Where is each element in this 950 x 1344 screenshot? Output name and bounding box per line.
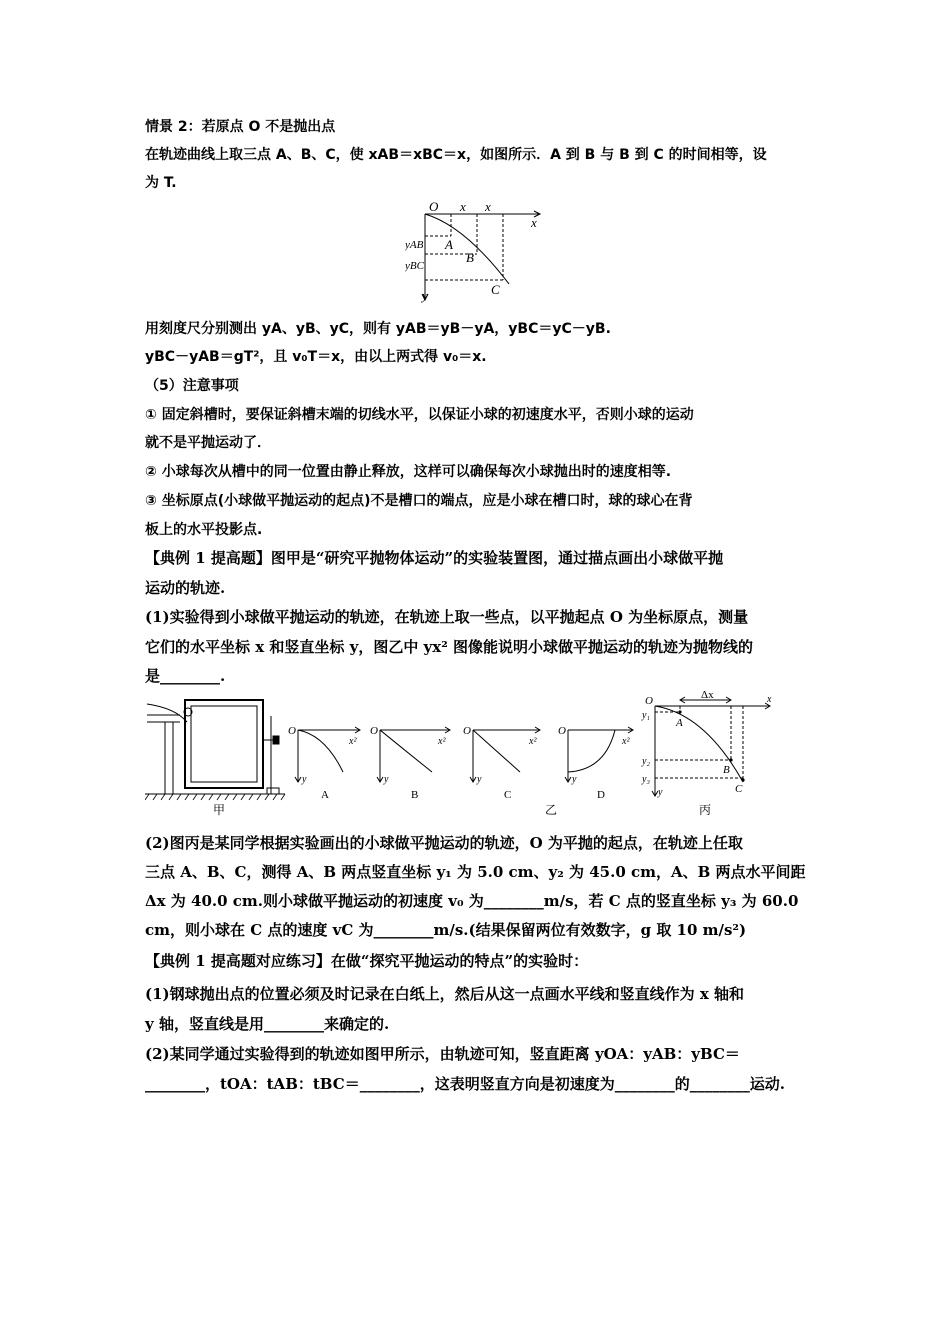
bing-y3-label: y₃ bbox=[642, 774, 650, 785]
label-bing: 丙 bbox=[699, 803, 712, 817]
graph-b-label: B bbox=[411, 789, 419, 801]
text-line: yBC－yAB＝gT²，且 v₀T＝x，由以上两式得 v₀＝x. bbox=[145, 349, 487, 365]
bing-origin: O bbox=[645, 695, 653, 707]
question-2-cont: 三点 A、B、C，测得 A、B 两点竖直坐标 y₁ 为 5.0 cm、y₂ 为 45.0 cm，A、B 两点水平间距 bbox=[145, 863, 806, 881]
graph-b-x-label: x² bbox=[438, 736, 446, 747]
fig1-y-axis-label: y bbox=[422, 288, 428, 303]
graph-d-x-label: x² bbox=[622, 736, 630, 747]
bing-x-axis-label: x bbox=[767, 694, 772, 705]
practice-question-1-cont: y 轴，竖直线是用________来确定的. bbox=[145, 1015, 390, 1033]
fig1-x-label: x bbox=[460, 199, 466, 214]
practice-question-1: (1)钢球抛出点的位置必须及时记录在白纸上，然后从这一点画水平线和竖直线作为 x 轴和 bbox=[145, 985, 745, 1003]
apparatus-drawing bbox=[145, 700, 285, 800]
note-2: ② 小球每次从槽中的同一位置由静止释放，这样可以确保每次小球抛出时的速度相等. bbox=[145, 464, 672, 480]
text-line: 在轨迹曲线上取三点 A、B、C，使 xAB＝xBC＝x，如图所示．A 到 B 与 B 到 C 的时间相等，设 bbox=[145, 147, 767, 163]
fig1-x-label: x bbox=[485, 199, 491, 214]
fig1-origin-label: O bbox=[429, 199, 439, 214]
graph-c-y-label: y bbox=[477, 774, 482, 785]
text-line: 运动的轨迹. bbox=[145, 579, 226, 597]
question-1-blank: 是________. bbox=[145, 667, 226, 685]
question-2-cont: Δx 为 40.0 cm.则小球做平抛运动的初速度 v₀ 为________m/s，若 C 点的竖直坐标 y₃ 为 60.0 bbox=[145, 892, 799, 910]
practice-heading: 【典例 1 提高题对应练习】在做“探究平抛运动的特点”的实验时： bbox=[145, 952, 589, 970]
text-line: 为 T. bbox=[145, 175, 177, 191]
trajectory-figure-1 bbox=[405, 196, 555, 306]
notes-heading: （5）注意事项 bbox=[145, 378, 239, 394]
note-3: ③ 坐标原点(小球做平抛运动的起点)不是槽口的端点，应是小球在槽口时，球的球心在背 bbox=[145, 493, 693, 509]
question-1: (1)实验得到小球做平抛运动的轨迹，在轨迹上取一些点，以平抛起点 O 为坐标原点，测量 bbox=[145, 608, 749, 626]
apparatus-and-graphs-figure bbox=[145, 690, 805, 820]
graph-d-origin: O bbox=[558, 725, 566, 737]
graph-a-origin: O bbox=[288, 725, 296, 737]
graph-a-x-label: x² bbox=[349, 736, 357, 747]
text-line: 用刻度尺分别测出 yA、yB、yC，则有 yAB＝yB－yA，yBC＝yC－yB. bbox=[145, 321, 611, 337]
graph-c-origin: O bbox=[463, 725, 471, 737]
graph-b-y-label: y bbox=[384, 774, 389, 785]
graph-c-x-label: x² bbox=[529, 736, 537, 747]
scenario-2-heading: 情景 2：若原点 O 不是抛出点 bbox=[145, 119, 336, 135]
fig1-point-c: C bbox=[491, 282, 500, 297]
fig1-point-a: A bbox=[445, 237, 453, 252]
practice-question-2: (2)某同学通过实验得到的轨迹如图甲所示，由轨迹可知，竖直距离 yOA：yAB：yBC＝ bbox=[145, 1045, 740, 1063]
note-1-cont: 就不是平抛运动了． bbox=[145, 435, 271, 451]
graph-a-label: A bbox=[321, 789, 329, 801]
graph-c-label: C bbox=[504, 789, 512, 801]
graph-d-y-label: y bbox=[572, 774, 577, 785]
fig1-yab-label: yAB bbox=[405, 239, 424, 251]
bing-dx-label: Δx bbox=[701, 690, 714, 701]
bing-point-b: B bbox=[723, 764, 730, 776]
bing-y2-label: y₂ bbox=[642, 756, 650, 767]
graph-b-origin: O bbox=[370, 725, 378, 737]
note-1: ① 固定斜槽时，要保证斜槽末端的切线水平，以保证小球的初速度水平，否则小球的运动 bbox=[145, 407, 694, 423]
fig1-point-b: B bbox=[466, 250, 474, 265]
fig1-x-axis-label: x bbox=[531, 215, 537, 230]
bing-y1-label: y₁ bbox=[642, 710, 650, 721]
bing-point-c: C bbox=[735, 783, 743, 795]
graph-d-label: D bbox=[597, 789, 605, 801]
bing-point-a: A bbox=[676, 717, 683, 729]
graph-bing bbox=[652, 697, 770, 796]
graph-a-y-label: y bbox=[302, 774, 307, 785]
label-jia: 甲 bbox=[213, 803, 226, 817]
question-2: (2)图丙是某同学根据实验画出的小球做平抛运动的轨迹，O 为平抛的起点，在轨迹上任取 bbox=[145, 834, 743, 852]
fig1-ybc-label: yBC bbox=[405, 260, 424, 272]
note-3-cont: 板上的水平投影点. bbox=[145, 522, 263, 538]
example-heading: 【典例 1 提高题】图甲是“研究平抛物体运动”的实验装置图，通过描点画出小球做平抛 bbox=[145, 549, 724, 567]
question-1-cont: 它们的水平坐标 x 和竖直坐标 y，图乙中 yx² 图像能说明小球做平抛运动的轨迹为抛物线的 bbox=[145, 638, 754, 656]
bing-y-axis-label: y bbox=[658, 787, 663, 798]
question-2-cont: cm，则小球在 C 点的速度 vC 为________m/s.(结果保留两位有效数字，g 取 10 m/s²) bbox=[145, 921, 747, 939]
practice-question-2-cont: ________，tOA：tAB：tBC＝________，这表明竖直方向是初速度为________的________运动. bbox=[145, 1075, 785, 1093]
label-yi: 乙 bbox=[545, 803, 558, 817]
